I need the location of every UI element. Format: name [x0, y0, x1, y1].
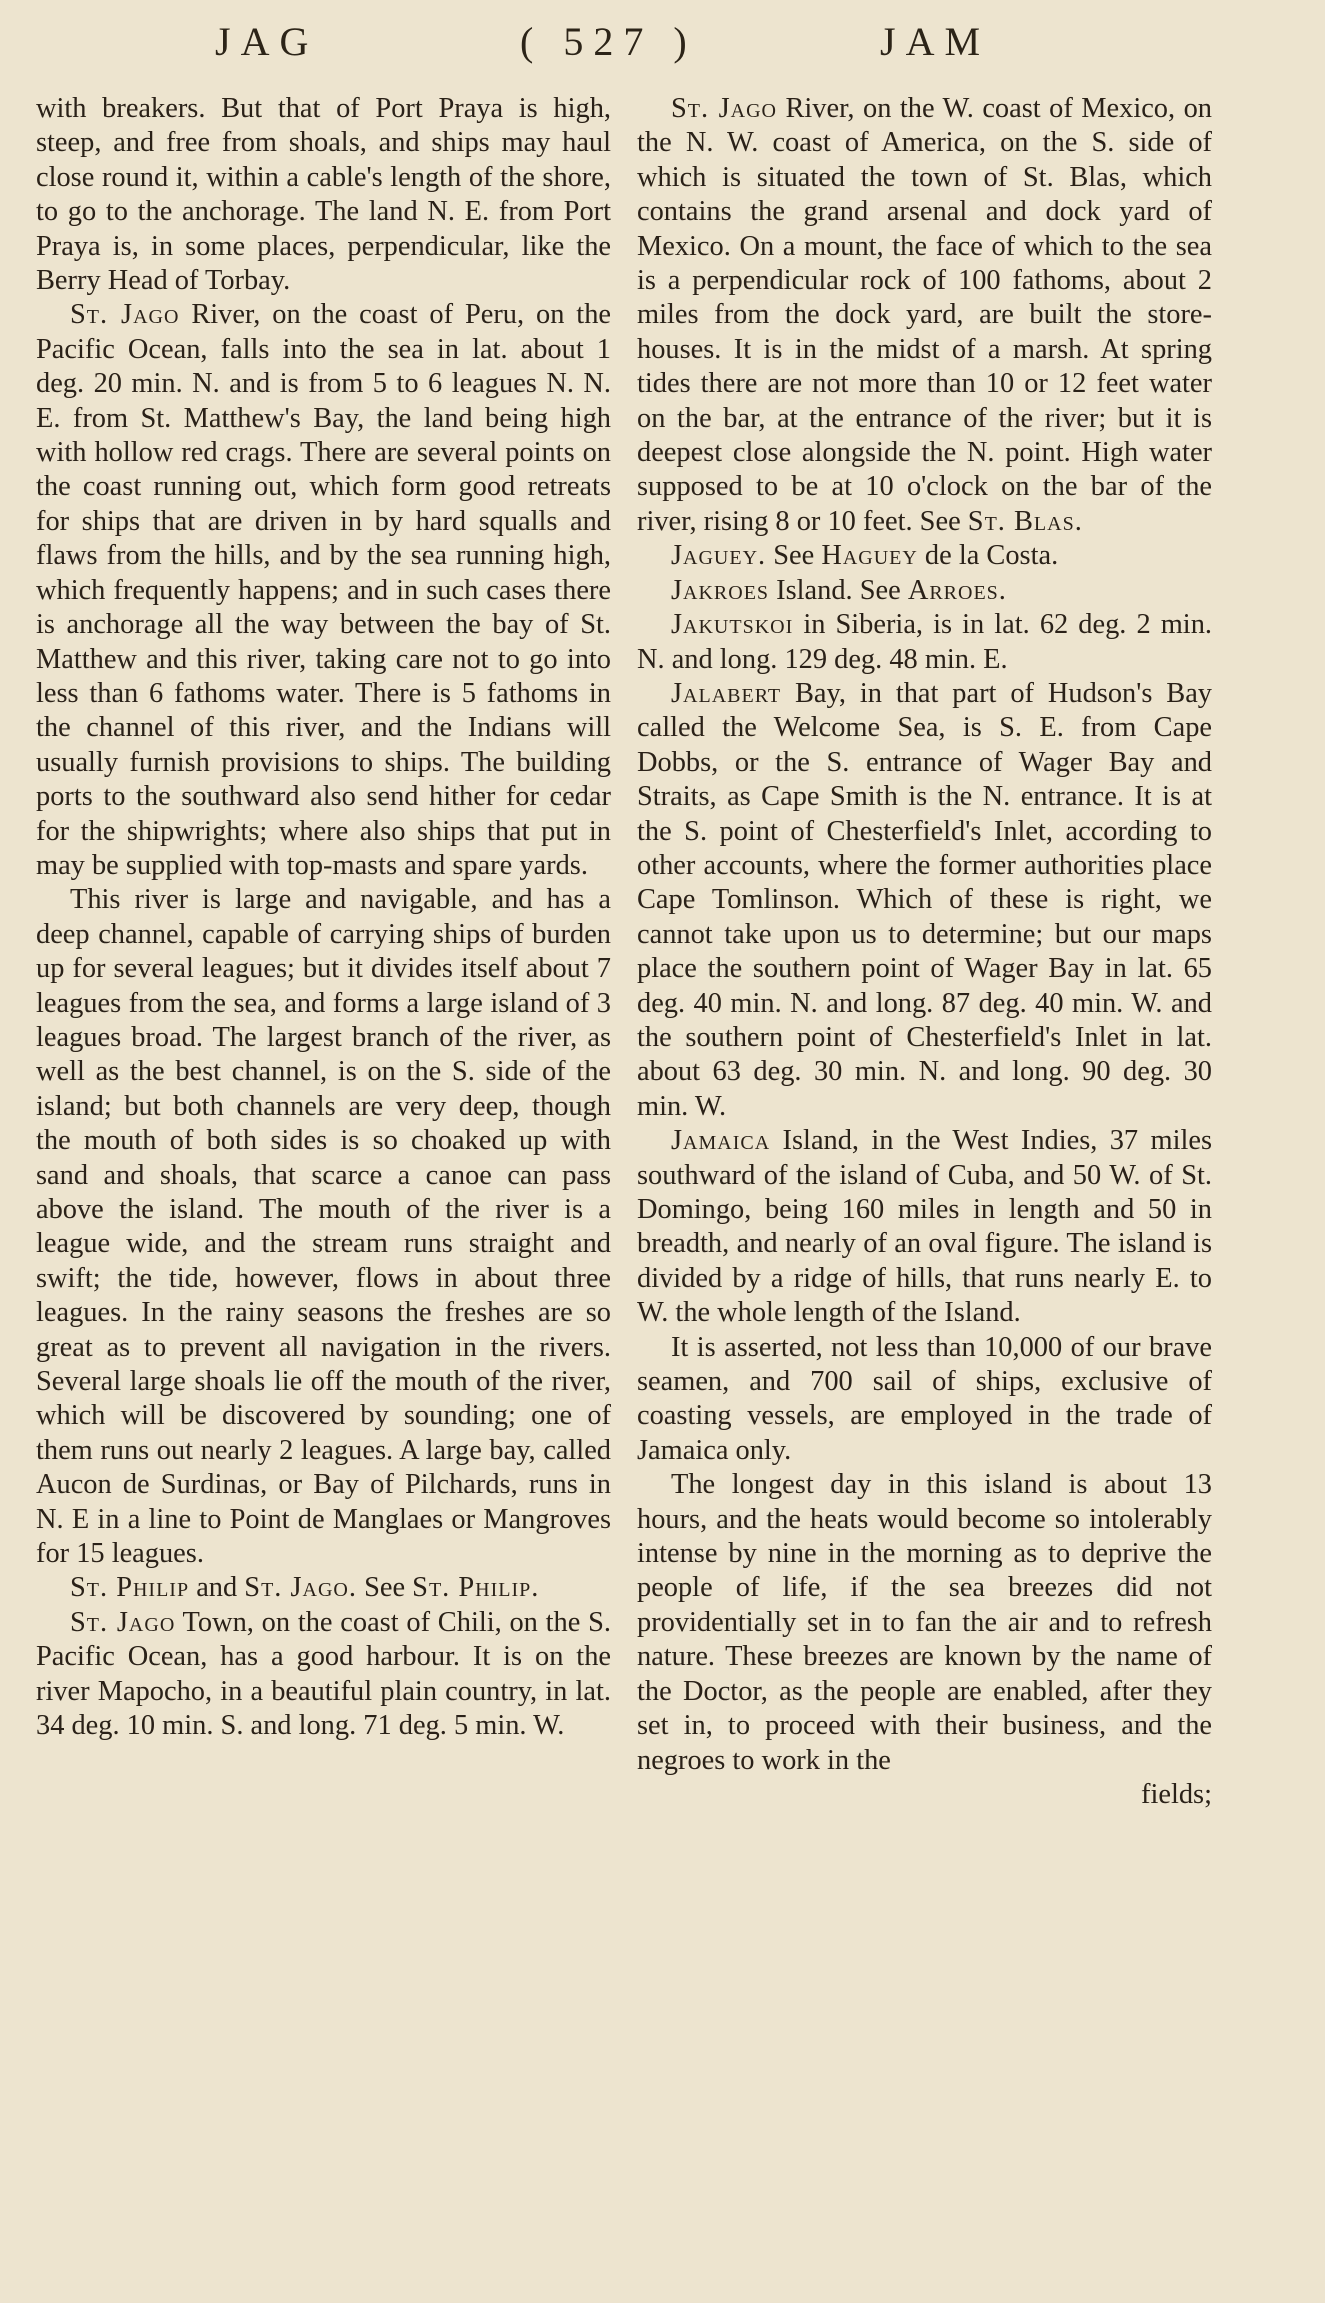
entry-st-philip-cross-reference — [36, 1571, 611, 1605]
entry-jakutskoi — [637, 608, 1212, 677]
entry-text: Town, on the coast of Chili, on the S. Pacific Ocean, has a good harbour. It is on the river Mapocho, in a beautiful plain country, in lat. 34 deg. 10 min. S. and long. 71 deg. 5 min. W. — [36, 1606, 611, 1742]
entry-jalabert-bay — [637, 677, 1212, 1124]
entry-text: Island. See — [769, 574, 908, 606]
entry-text: See — [356, 1572, 413, 1604]
header-right-guideword: JAM — [880, 19, 991, 64]
entry-text: See — [766, 540, 822, 572]
catchword — [637, 1778, 1212, 1812]
entry-headword-2: St. Jago. — [244, 1572, 357, 1604]
entry-headword: St. Jago — [70, 1606, 176, 1638]
paragraph-text: This river is large and navigable, and has a deep channel, capable of carrying ships of burden up for several leagues; but it divides itself about 7 leagues from the sea, and forms a large island of 3 leagues broad. The largest branch of the river, as well as the best channel, is on the S. side of the island; but both channels are very deep, though the mouth of both sides is so choaked up with sand and shoals, that scarce a canoe can pass above the island. The mouth of the river is a league wide, and the stream runs straight and swift; the tide, however, flows in about three leagues. In the rainy seasons the freshes are so great as to prevent all navigation in the rivers. Several large shoals lie off the mouth of the river, which will be discovered by sounding; one of them runs out nearly 2 leagues. A large bay, called Aucon de Surdinas, or Bay of Pilchards, runs in N. E in a line to Point de Manglaes or Mangroves for 15 leagues. — [36, 884, 611, 1570]
paragraph-jamaica-climate — [637, 1468, 1212, 1778]
entry-st-jago-town — [36, 1606, 611, 1744]
entry-text: in Siberia, is in lat. 62 deg. 2 min. N. and long. 129 deg. 48 min. E. — [637, 609, 1212, 675]
page-number: ( 527 ) — [520, 19, 697, 64]
cross-reference: Haguey — [821, 540, 918, 572]
right-column — [637, 92, 1212, 1812]
entry-jakroes — [637, 574, 1212, 608]
entry-headword: Jaguey. — [671, 540, 767, 572]
paragraph-river-description — [36, 883, 611, 1571]
cross-reference: St. Philip. — [412, 1572, 540, 1604]
entry-headword: Jakutskoi — [671, 609, 794, 641]
paragraph-text: with breakers. But that of Port Praya is high, steep, and free from shoals, and ships may haul close round it, within a cable's length of the shore, to go to the anchorage. The land N. E. from Port Praya is, in some places, perpendicular, like the Berry Head of Torbay. — [36, 93, 611, 297]
paragraph-text: The longest day in this island is about 13 hours, and the heats would become so intolerably intense by nine in the morning as to deprive the people of life, if the sea breezes did not providentially set in to fan the air and to refresh nature. These breezes are known by the name of the Doctor, as the people are enabled, after they set in, to proceed with their business, and the negroes to work in the — [637, 1469, 1212, 1776]
entry-headword: Jakroes — [671, 574, 770, 606]
entry-jaguey — [637, 539, 1212, 573]
header-left-guideword: JAG — [215, 19, 319, 64]
entry-text: de la Costa. — [917, 540, 1059, 572]
entry-headword: St. Jago — [70, 299, 180, 331]
entry-headword: Jalabert — [671, 677, 782, 709]
entry-text: River, on the coast of Peru, on the Pacific Ocean, falls into the sea in lat. about 1 deg. 20 min. N. and is from 5 to 6 leagues N. N. E. from St. Matthew's Bay, the land being high with hollow red crags. There are several points on the coast running out, which form good retreats for ships that are driven in by hard squalls and flaws from the hills, and by the sea running high, which frequently happens; and in such cases there is anchorage all the way between the bay of St. Matthew and this river, taking care not to go into less than 6 fathoms water. There is 5 fathoms in the channel of this river, and the Indians will usually furnish provisions to ships. The building ports to the southward also send hither for cedar for the shipwrights; where also ships that put in may be supplied with top-masts and spare yards. — [36, 299, 611, 881]
entry-headword: St. Jago — [671, 93, 777, 124]
cross-reference: St. Blas. — [967, 505, 1083, 537]
paragraph-text: It is asserted, not less than 10,000 of our brave seamen, and 700 sail of ships, exclusive of coasting vessels, are employed in the trade of Jamaica only. — [637, 1331, 1212, 1466]
entry-text: Bay, in that part of Hudson's Bay called the Welcome Sea, is S. E. from Cape Dobbs, or the S. entrance of Wager Bay and Straits, as Cape Smith is the N. entrance. It is at the S. point of Chesterfield's Inlet, according to other accounts, where the former authorities place Cape Tomlinson. Which of these is right, we cannot take upon us to determine; but our maps place the southern point of Wager Bay in lat. 65 deg. 40 min. N. and long. 87 deg. 40 min. W. and the southern point of Chesterfield's Inlet in lat. about 63 deg. 30 min. N. and long. 90 deg. 30 min. W. — [637, 677, 1212, 1122]
catchword-text: fields; — [1141, 1778, 1212, 1810]
paragraph-jamaica-seamen — [637, 1331, 1212, 1469]
cross-reference: Arroes. — [907, 574, 1007, 606]
entry-headword: St. Philip — [70, 1572, 190, 1604]
entry-headword: Jamaica — [671, 1125, 771, 1157]
running-header — [0, 18, 1325, 78]
entry-st-jago-river-mexico — [637, 92, 1212, 539]
entry-jamaica-island — [637, 1124, 1212, 1330]
paragraph-port-praya — [36, 92, 611, 298]
entry-text: and — [189, 1572, 245, 1604]
entry-text: River, on the W. coast of Mexico, on the N. W. coast of America, on the S. side of which is situated the town of St. Blas, which contains the grand arsenal and dock yard of Mexico. On a mount, the face of which to the sea is a perpendicular rock of 100 fathoms, about 2 miles from the dock yard, are built the store-houses. It is in the midst of a marsh. At spring tides there are not more than 10 or 12 feet water on the bar, at the entrance of the river; but it is deepest close alongside the N. point. High water supposed to be at 10 o'clock on the bar of the river, rising 8 or 10 feet. See — [637, 93, 1212, 537]
entry-text: Island, in the West Indies, 37 miles southward of the island of Cuba, and 50 W. of St. Domingo, being 160 miles in length and 50 in breadth, and nearly of an oval figure. The island is divided by a ridge of hills, that runs nearly E. to W. the whole length of the Island. — [637, 1125, 1212, 1329]
entry-st-jago-river-peru — [36, 298, 611, 883]
left-column — [36, 92, 611, 1744]
